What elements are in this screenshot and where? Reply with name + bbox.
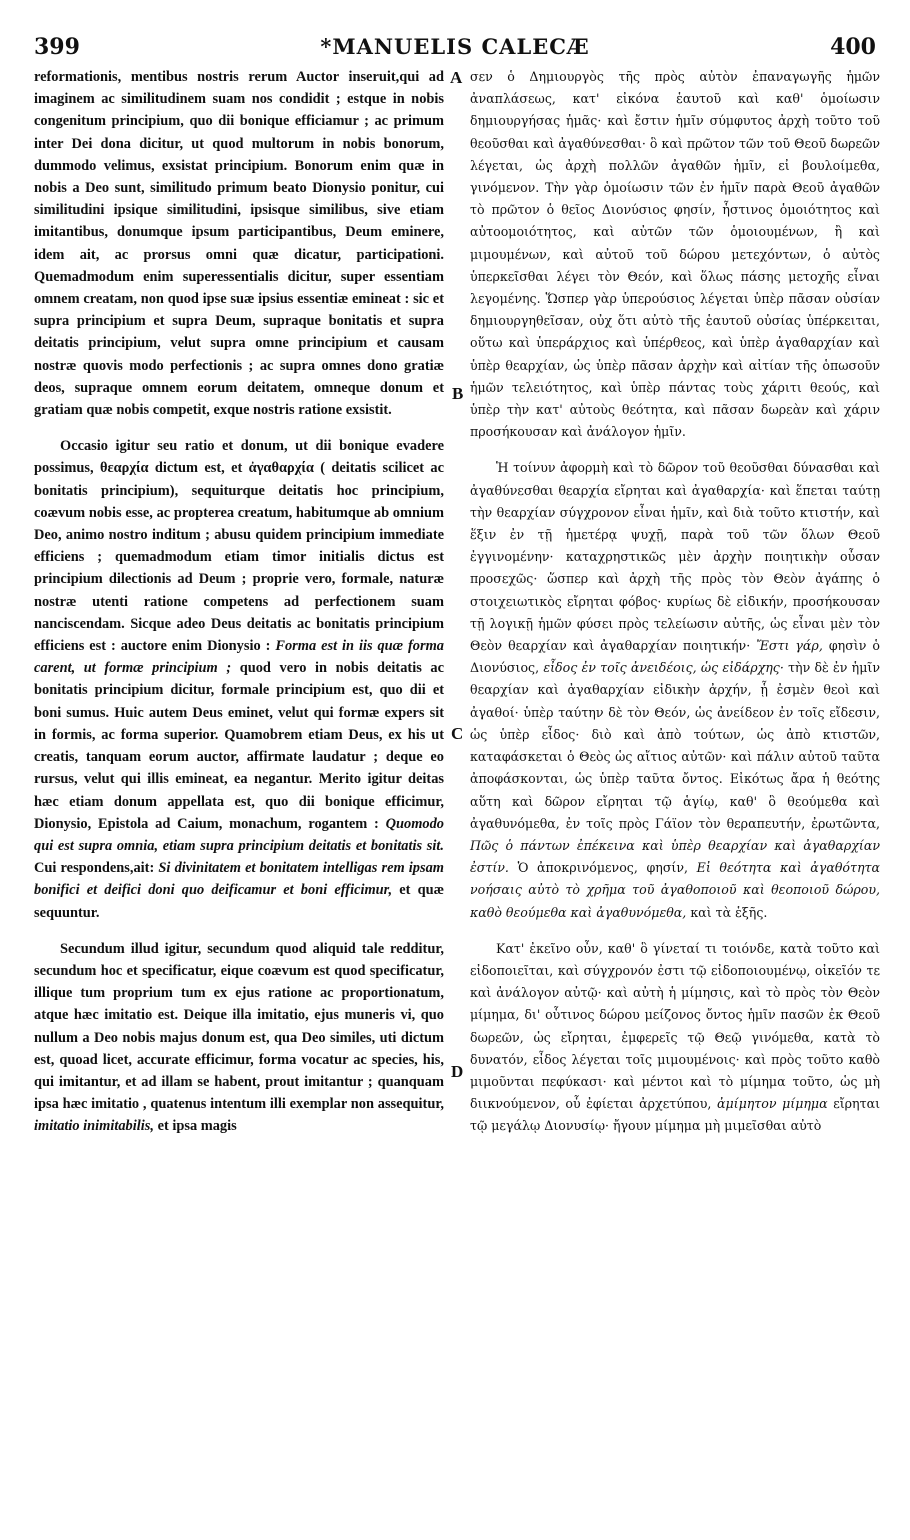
latin-p3-text-a: Secundum illud igitur, secundum quod aliquid tale redditur, secundum hoc et specificatur, eique coævum est quod specificatur, illique tum proprium tum ex ejus ratione ac proportionatum, atque hæc imitatio est. Deique illa imitatio, ejus muneris vi, quo nullum a Deo nobis majus donum est, qua Deo similes, uti dictum est, quoad licet, accurate efficimur, forma vocatur ac species, his, qui imitantur, et ad illam se habent, prout imitantur ; quanquam ipsa hæc imitatio , quatenus intentum illi exemplar non assequitur, — [34, 940, 444, 1113]
greek-p2-quote-c: Πῶς ὁ πάντων ἐπέκεινα καὶ ὑπὲρ θεαρχίαν καὶ ἀγαθαρχίαν ἐστίν. — [470, 837, 880, 876]
latin-p2-quote-c: Si divinitatem et bonitatem intelligas rem ipsam bonifici et deifici doni quo deificamur et boni efficimur, — [34, 860, 444, 899]
margin-marker-a: A — [450, 68, 463, 87]
page-header — [30, 34, 880, 64]
latin-p2-quote-a: Forma est in iis quæ forma carent, ut formæ principium ; — [34, 638, 444, 677]
latin-p2-text-c: quod vero in nobis deitatis ac bonitatis principium dicitur, formale principium est, quo dii et boni sumus. Huic autem Deus eminet, velut qui formæ expers sit in formis, ac forma superior. Quamobrem etiam Deus, ex his ut creatis, tanquam eorum auctor, affirmate laudatur ; deque eo rursus, velut qui illis emineat, ea negantur. Merito igitur deitas hæc etiam donum appellata est, quo dii bonique efficimur, Dionysio, Epistola ad Caium, monachum, rogantem : — [34, 660, 444, 832]
greek-paragraph-3 — [470, 938, 880, 1138]
running-title: *MANUELIS CALECÆ — [320, 34, 590, 59]
latin-paragraph-3 — [34, 938, 444, 1138]
latin-column — [34, 66, 444, 1138]
page-number-right: 400 — [830, 34, 876, 60]
greek-p2-text-e: τὴν δὲ ἐν ἡμῖν θεαρχίαν καὶ ἀγαθαρχίαν εἰδικὴν ἀρχήν, ᾗ ἐσμὲν θεοὶ καὶ ἀγαθοί· ὑπὲρ ταύτην δὲ τὸν Θεόν, ὡς ἀνείδεον ἐν τοῖς εἴδεσιν, ὡς ὑπὲρ εἶδος· διὸ καὶ ἀπὸ τούτων, ὡς ἀπὸ κτιστῶν, καταφάσκεται ὁ Θεὸς ὡς αἴτιος αὐτῶν· καὶ πάλιν αὐτοῦ ταῦτα ἀποφάσκονται, ὡς ὑπὲρ ταῦτα ὄντος. Εἰκότως ἄρα ἡ θεότης αὕτη καὶ δῶρον εἴρηται τῷ ἁγίῳ, καθ' ὃ θεούμεθα καὶ ἀγαθυνόμεθα, ἐν τοῖς πρὸς Γάϊον τὸν θεραπευτήν, ἐρωτῶντα, — [470, 660, 880, 831]
latin-p3-text-c: et ipsa magis — [157, 1118, 237, 1135]
latin-p3-quote: imitatio inimitabilis, — [34, 1118, 154, 1135]
latin-p2-text-a: Occasio igitur seu ratio et donum, ut dii bonique evadere possimus, θεαρχία dictum est, et ἀγαθαρχία ( deitatis scilicet ac bonitatis principium), sequiturque deitatis hoc principium, coævum nobis esse, ac propterea creatum, habitumque ab omnium Deo, animo nostro inditum ; abusu quidem principium immediate efficiens ; quemadmodum etiam timor initialis dictus est principium dilectionis ad Deum ; proprie vero, formale, naturæ nostræ utenti ratione competens ad perfectionem suam nanciscendam. Sicque adeo Deus deitatis ac bonitatis principium efficiens est : auctore enim Dionysio : — [34, 438, 444, 655]
greek-p3-text-a: Κατ' ἐκεῖνο οὖν, καθ' ὃ γίνεταί τι τοιόνδε, κατὰ τοῦτο καὶ εἰδοποιεῖται, καὶ σύγχρονόν ἐστι τῷ εἰδοποιουμένῳ, οἰκεῖόν τε καὶ ἀνάλογον αὐτῷ· καὶ αὐτὴ ἡ μίμησις, καὶ τὸ πρὸς τὸν Θεὸν μίμημα, δι' οὗτινος δώρου μείζονος ὄντος ἡμῖν πασῶν ἐκ Θεοῦ δωρεῶν, ὡς εἴρηται, ἐμφερεῖς τῷ Θεῷ γινόμεθα, κατὰ τὸ δυνατόν, εἶδος λέγεται τοῖς μιμουμένοις· καὶ πρὸς τοῦτο καθὸ μιμοῦνται πεφύκασι· καὶ μέντοι καὶ τὸ μίμημα τοῦτο, ὡς μὴ διικνούμενον, οὗ ἐφίεται ἀρχετύπου, — [470, 940, 880, 1112]
greek-p2-text-a: Ἡ τοίνυν ἀφορμὴ καὶ τὸ δῶρον τοῦ θεοῦσθαι δύνασθαι καὶ ἀγαθύνεσθαι θεαρχία εἴρηται καὶ ἀγαθαρχία· καὶ ἕπεται ταύτῃ τὴν θεαρχίαν σύγχρονον εἶναι ἡμῖν, καὶ διὰ τοῦτο κτιστήν, καὶ ἕξιν ἐν τῇ ἡμετέρᾳ ψυχῇ, παρὰ τοῦ τῶν ὅλων Θεοῦ ἐγγινομένην· καταχρηστικῶς μὲν ἀρχὴν ποιητικὴν οὖσαν προσεχῶς· ὥσπερ καὶ ἀρχὴ τῆς πρὸς τὸν Θεὸν ἀγάπης ὁ στοιχειωτικὸς εἴρηται φόβος· κυρίως δὲ εἰδικήν, προσήκουσαν τῇ λογικῇ ἡμῶν φύσει πρὸς τελείωσιν αὐτῆς, ὡς εἶναι μὲν τὸν Θεὸν θεαρχίαν καὶ ἀγαθαρχίαν ποιητικήν· — [470, 460, 880, 654]
greek-p2-text-c: φησὶν ὁ Διονύσιος, — [470, 638, 880, 676]
margin-marker-b: B — [452, 384, 464, 403]
margin-marker-d: D — [451, 1062, 464, 1081]
greek-paragraph-1: σεν ὁ Δημιουργὸς τῆς πρὸς αὐτὸν ἐπαναγωγῆς ἡμῶν ἀναπλάσεως, κατ' εἰκόνα ἑαυτοῦ καὶ καθ' ὁμοίωσιν δημιουργήσας ἡμᾶς· καὶ ἔστιν ἡμῖν σύμφυτος ἀρχὴ τοῦτο τοῦ θεοῦσθαι καὶ ἀγαθύνεσθαι· ὃ καὶ πρῶτον τῶν τοῦ Θεοῦ δωρεῶν λέγεται, ὡς ἀρχὴ πολλῶν ἀγαθῶν ἡμῖν, εἰ βουλοίμεθα, γινόμενον. Τὴν γὰρ ὁμοίωσιν τῶν ἐν ἡμῖν παρὰ Θεοῦ ἀγαθῶν τὸ πρῶτον ὁ θεῖος Διονύσιος φησίν, ἧστινος ὁμοιότητος καὶ αὐτοομοιότητος, καὶ αὐτῶν τῶν ὁμοιουμένων, ἢ καὶ μιμουμένων, καὶ αὐτοῦ τοῦ δώρου μετεχόντων, ὁ αὐτὸς ὑπερκεῖσθαι λέγει τὸν Θεόν, καὶ ὅλως πάσης μετοχῆς εἶναι λεγομένης. Ὥσπερ γὰρ ὑπερούσιος λέγεται ὑπὲρ πᾶσαν οὐσίαν δημιουργηθεῖσαν, οὐχ ὅτι αὐτὸ τῆς ἑαυτοῦ οὐσίας ὑπέρκειται, οὕτω καὶ ὑπεράρχιος καὶ ὑπέρθεος, καὶ ὑπὲρ ἀγαθαρχίαν καὶ ὑπὲρ θεαρχίαν, ὡς ὑπὲρ πᾶσαν ἀρχὴν καὶ αἰτίαν τῆς ὁπωσοῦν ἡμῶν τελειότητος, καὶ ὑπὲρ πάντας τοὺς χάριτι θεούς, καὶ ὑπὲρ τὴν κατ' αὐτοὺς θεότητα, καὶ πᾶσαν δωρεὰν καὶ χάριν προσήκουσαν καὶ ἀνάλογον ἡμῖν. — [470, 69, 880, 440]
greek-p2-quote-b: εἶδος ἐν τοῖς ἀνειδέοις, ὡς εἰδάρχης· — [543, 660, 784, 676]
greek-p2-quote-a: Ἔστι γάρ, — [756, 638, 823, 654]
greek-p3-text-c: εἴρηται τῷ μεγάλῳ Διονυσίῳ· ἤγουν μίμημα μὴ μιμεῖσθαι αὐτὸ — [470, 1096, 881, 1134]
greek-p3-quote: ἀμίμητον μίμημα — [716, 1096, 828, 1112]
latin-paragraph-1: reformationis, mentibus nostris rerum Auctor inseruit,qui ad imaginem ac similitudinem suam nos condidit ; estque in nobis congenitum principium, quo dii bonique efficiamur ; ac primum inter Dei dona dicitur, ut quod multorum in nobis bonorum, dummodo velimus, exsistat principium. Bonorum enim quæ in nobis a Deo sunt, similitudo primum beato Dionysio ponitur, cui similitudini ipsique similitudini, ipsisque similibus, sive etiam imitantibus, donumque ipsum participantibus, Deum eminere, idem ait, ac prorsus omni quæ dicatur, participationi. Quemadmodum enim superessentialis dicitur, super essentiam omnem creatam, non quod ipse suæ ipsius essentiæ emineat : sic et supra principium et supra Deum, supraque bonitatis et supra deitatis principium, velut supra omne principium et causam nostræ quovis modo perfectionis ; ac supra omnes dono gratiæ deos, supraque omnem eorum deitatem, omneque donum et gratiam quæ nobis competit, exque nostris ratione exsistit. — [34, 69, 444, 419]
latin-p2-text-g: et quæ sequuntur. — [34, 882, 444, 921]
page-number-left: 399 — [34, 34, 80, 60]
latin-paragraph-2 — [34, 435, 444, 923]
greek-p2-text-g: Ὁ ἀποκρινόμενος, φησίν, — [517, 860, 689, 876]
greek-paragraph-2 — [470, 457, 880, 923]
latin-p2-text-e: Cui respondens,ait: — [34, 860, 155, 877]
greek-column — [470, 66, 880, 1138]
greek-p2-text-i: καὶ τὰ ἑξῆς. — [690, 904, 768, 920]
greek-p2-quote-d: Εἰ θεότητα καὶ ἀγαθότητα νοήσαις αὐτὸ τὸ χρῆμα τοῦ ἀγαθοποιοῦ καὶ θεοποιοῦ δώρου, καθὸ θεούμεθα καὶ ἀγαθυνόμεθα, — [470, 860, 880, 920]
margin-marker-c: C — [451, 724, 464, 743]
latin-p2-quote-b: Quomodo qui est supra omnia, etiam supra principium deitatis et bonitatis sit. — [34, 815, 444, 854]
